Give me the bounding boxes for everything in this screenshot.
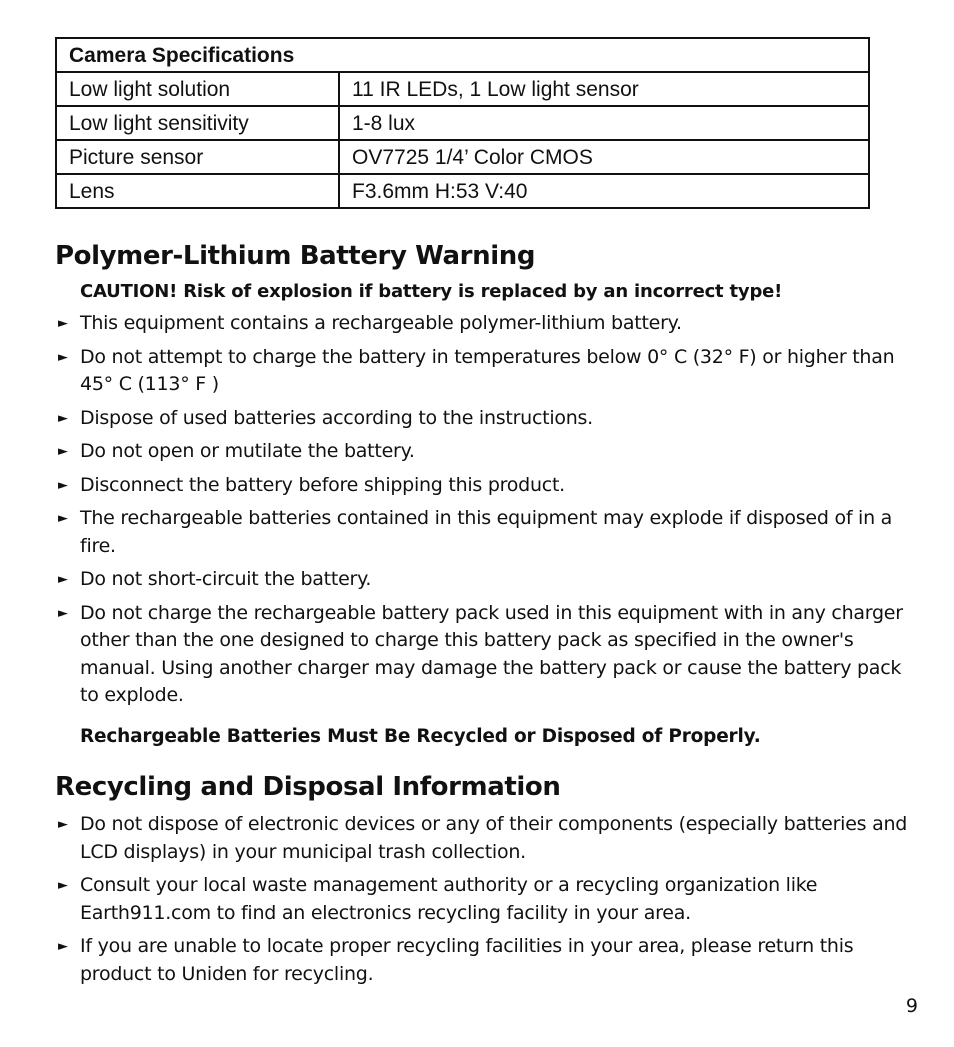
list-item-text: Do not attempt to charge the battery in temperatures below 0° C (32° F) or higher than 45° C (113° F ) (80, 345, 895, 395)
bullet-arrow-icon: ► (58, 511, 68, 526)
recycle-properly-note: Rechargeable Batteries Must Be Recycled or Disposed of Properly. (80, 725, 761, 747)
list-item-text: Consult your local waste management authority or a recycling organization like Earth911.com to find an electronics recycling facility in your area. (80, 874, 818, 924)
list-item-text: Do not open or mutilate the battery. (80, 440, 415, 462)
recycling-section (55, 771, 917, 994)
bullet-arrow-icon: ► (58, 939, 68, 954)
list-item-text: Dispose of used batteries according to the instructions. (80, 406, 593, 429)
camera-specifications-table (55, 37, 870, 209)
list-item-text: This equipment contains a rechargeable polymer-lithium battery. (80, 312, 682, 334)
list-item (55, 472, 917, 500)
list-item (55, 505, 917, 560)
table-row (56, 72, 869, 106)
list-item (55, 344, 917, 399)
spec-value: F3.6mm H:53 V:40 (339, 174, 869, 208)
bullet-arrow-icon: ► (58, 349, 68, 365)
list-item-text: Do not charge the rechargeable battery pack used in this equipment with in any charger other than the one designed to charge this battery pack as specified in the owner's manual. Using another charger may damage the battery pack or cause the battery pack to explode. (80, 601, 903, 706)
table-header-row (56, 38, 869, 72)
table-row (56, 174, 869, 208)
caution-text: CAUTION! Risk of explosion if battery is replaced by an incorrect type! (80, 281, 783, 302)
table-row (56, 106, 869, 140)
spec-label: Low light sensitivity (56, 106, 339, 140)
list-item (55, 310, 917, 338)
bullet-arrow-icon: ► (58, 878, 68, 893)
list-item (55, 566, 917, 594)
bullet-arrow-icon: ► (58, 477, 68, 493)
spec-label: Picture sensor (56, 140, 339, 174)
page-number: 9 (905, 995, 918, 1017)
bullet-arrow-icon: ► (58, 444, 68, 459)
table-row (56, 140, 869, 174)
list-item (55, 872, 917, 927)
list-item-text: The rechargeable batteries contained in this equipment may explode if disposed of in a fire. (80, 507, 893, 557)
bullet-arrow-icon: ► (58, 605, 68, 621)
list-item (55, 405, 917, 433)
recycling-heading: Recycling and Disposal Information (55, 772, 561, 802)
bullet-arrow-icon: ► (58, 817, 68, 832)
list-item-text: Disconnect the battery before shipping this product. (80, 473, 565, 496)
spec-label: Lens (56, 174, 339, 208)
table-title: Camera Specifications (56, 38, 869, 72)
spec-value: 1-8 lux (339, 106, 869, 140)
list-item-text: If you are unable to locate proper recycling facilities in your area, please return this product to Uniden for recycling. (80, 935, 854, 985)
battery-warning-section (55, 240, 917, 750)
recycling-list (55, 811, 917, 988)
spec-value: 11 IR LEDs, 1 Low light sensor (339, 72, 869, 106)
list-item (55, 933, 917, 988)
list-item-text: Do not short-circuit the battery. (80, 568, 372, 590)
list-item (55, 600, 917, 710)
list-item (55, 438, 917, 466)
list-item (55, 811, 917, 866)
spec-label: Low light solution (56, 72, 339, 106)
list-item-text: Do not dispose of electronic devices or any of their components (especially batteries and LCD displays) in your municipal trash collection. (80, 813, 908, 863)
battery-warning-heading: Polymer-Lithium Battery Warning (55, 241, 536, 271)
bullet-arrow-icon: ► (58, 410, 68, 426)
spec-value: OV7725 1/4’ Color CMOS (339, 140, 869, 174)
bullet-arrow-icon: ► (58, 316, 68, 331)
battery-warning-list (55, 310, 917, 710)
bullet-arrow-icon: ► (58, 572, 68, 587)
